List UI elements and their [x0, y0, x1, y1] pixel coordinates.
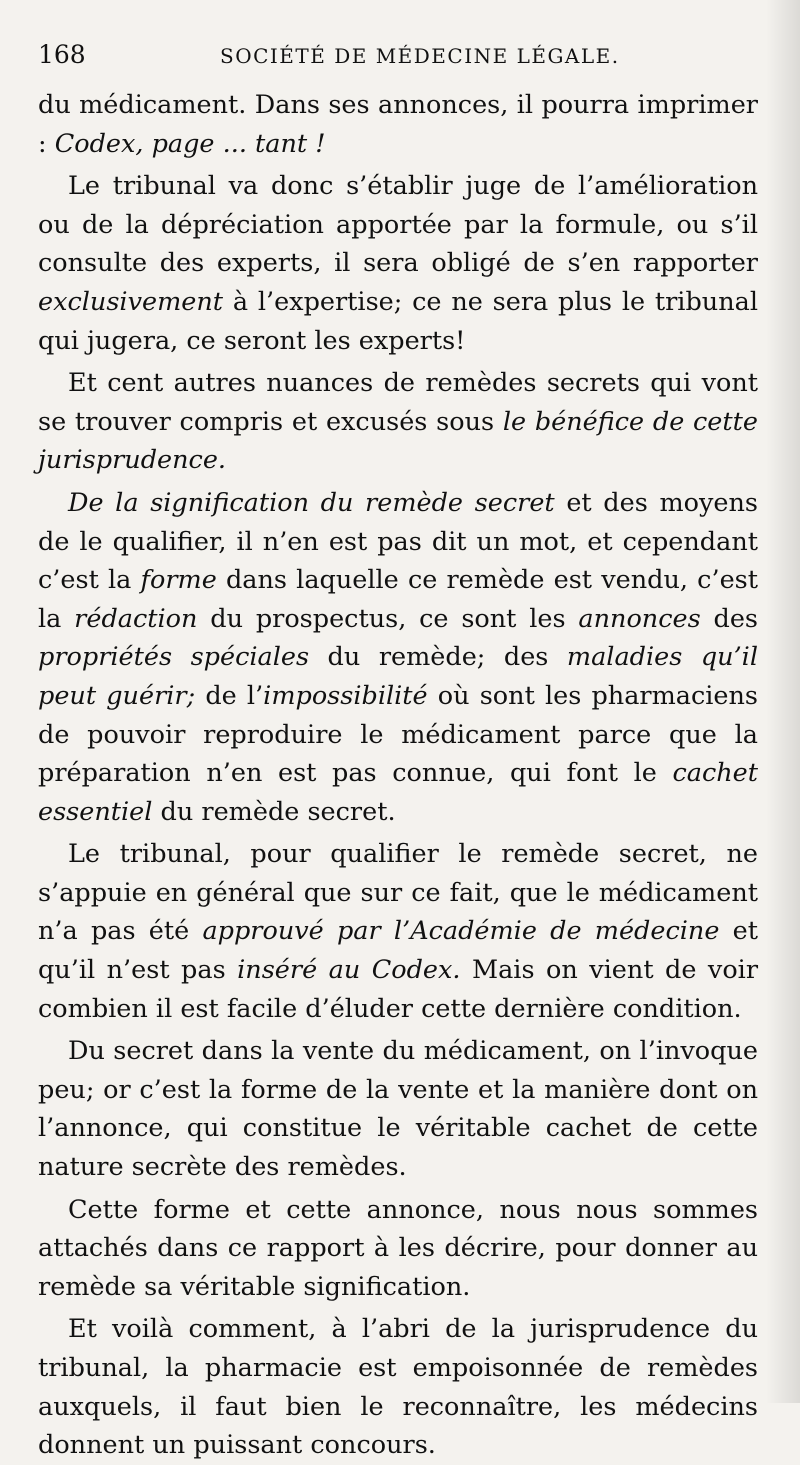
text-run: et des moyens de le qualifier, il n’en est pas dit un mot, et cependant c’est la [38, 487, 759, 596]
italic-text: propriétés spéciales [38, 642, 310, 673]
running-title: SOCIÉTÉ DE MÉDECINE LÉGALE. [220, 44, 620, 68]
text-run: où sont les pharmaciens de pouvoir reproduire le médicament parce que la préparation n’en est pas connue, qui font le [38, 680, 759, 789]
page-number: 168 [38, 40, 86, 69]
text-run: dans laquelle ce remède est vendu, c’est la [38, 565, 758, 634]
text-run: Et voilà comment, à l’abri de la jurisprudence du tribunal, la pharmacie est empoisonnée de remèdes auxquels, il faut bien le reconnaître, les médecins donnent un puissant concours. [38, 1314, 758, 1461]
italic-text: maladies qu’il peut guérir; [38, 642, 758, 711]
paragraph [38, 1191, 758, 1307]
paragraph [38, 364, 758, 480]
page-header [38, 40, 758, 82]
italic-text: annonces [578, 603, 701, 634]
text-run: Le tribunal, pour qualifier le remède secret, ne s’appuie en général que sur ce fait, que le médicament n’a pas été [38, 839, 758, 947]
text-run: de l’ [195, 680, 264, 711]
italic-text: inséré au Codex. [237, 955, 461, 986]
paragraph [38, 1310, 758, 1464]
text-run: Mais on vient de voir combien il est facile d’éluder cette dernière condition. [38, 955, 759, 1024]
italic-text: Codex, page ... tant ! [54, 128, 326, 159]
paragraph [38, 1032, 758, 1186]
body-text [38, 86, 758, 1465]
italic-text: impossibilité [263, 680, 428, 711]
text-run: à l’expertise; ce ne sera plus le tribunal qui jugera, ce seront les experts! [38, 286, 758, 356]
italic-text: De la signification du remède secret [68, 487, 555, 518]
italic-text: approuvé par l’Académie de médecine [202, 916, 720, 947]
italic-text: exclusivement [38, 286, 224, 317]
text-run: des [700, 603, 758, 634]
paragraph [38, 484, 758, 831]
text-run: du remède secret. [152, 796, 396, 827]
italic-text: rédaction [74, 603, 198, 634]
text-run: Du secret dans la vente du médicament, on l’invoque peu; or c’est la forme de la vente et la manière dont on l’annonce, qui constitue le véritable cachet de cette nature secrète des remèdes. [38, 1036, 758, 1183]
italic-text: forme [140, 565, 217, 596]
text-run: Et cent autres nuances de remèdes secrets qui vont se trouver compris et excusés sous [38, 368, 758, 437]
italic-text: le bénéfice de cette jurisprudence. [38, 406, 758, 476]
paragraph [38, 86, 758, 163]
italic-text: cachet essentiel [38, 758, 758, 827]
text-run: du remède; des [309, 642, 567, 673]
text-run: du médicament. Dans ses annonces, il pourra imprimer : [38, 90, 758, 159]
text-run: Le tribunal va donc s’établir juge de l’amélioration ou de la dépréciation apportée par la formule, ou s’il consulte des experts, il sera obligé de s’en rapporter [38, 171, 758, 279]
text-run: du prospectus, ce sont les [197, 603, 579, 634]
text-run: Cette forme et cette annonce, nous nous sommes attachés dans ce rapport à les décrire, pour donner au remède sa véritable signification. [38, 1194, 758, 1302]
text-run: et qu’il n’est pas [38, 916, 758, 986]
paragraph [38, 835, 758, 1028]
page-edge-shadow [766, 0, 800, 1403]
paragraph [38, 167, 758, 360]
